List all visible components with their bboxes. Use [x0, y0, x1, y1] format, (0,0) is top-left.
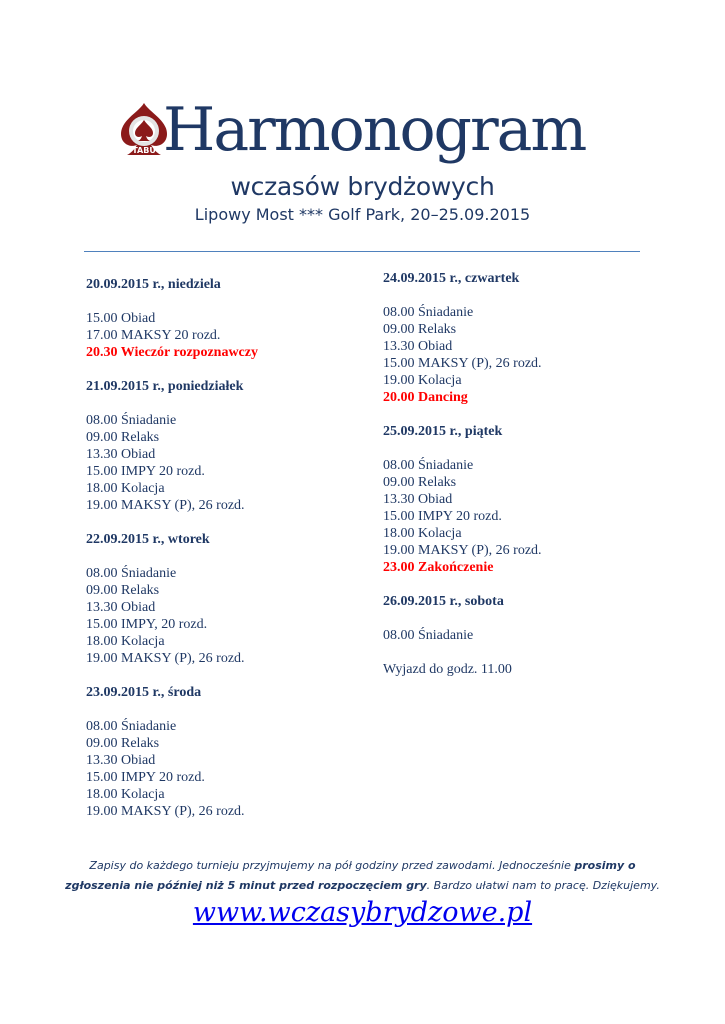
schedule-event-highlight: 20.00 Dancing [383, 390, 468, 405]
schedule-event: 09.00 Relaks [383, 475, 457, 490]
page-title: Harmonogram [163, 95, 586, 165]
schedule-event: 08.00 Śniadanie [86, 719, 177, 734]
schedule-event: 08.00 Śniadanie [383, 628, 474, 643]
schedule-event: 19.00 MAKSY (P), 26 rozd. [86, 651, 245, 666]
schedule-event: 15.00 MAKSY (P), 26 rozd. [383, 356, 542, 371]
schedule-event: 18.00 Kolacja [86, 481, 165, 496]
schedule-event: 18.00 Kolacja [86, 787, 165, 802]
day-heading: 25.09.2015 r., piątek [383, 424, 503, 439]
schedule-event: 08.00 Śniadanie [86, 413, 177, 428]
schedule-event: 09.00 Relaks [86, 736, 160, 751]
schedule-day [86, 684, 356, 820]
logo-text: TABU [132, 146, 156, 155]
schedule-event: 18.00 Kolacja [383, 526, 462, 541]
schedule-day [86, 276, 356, 361]
note-bold-2: zgłoszenia nie później niż 5 minut przed rozpoczęciem gry [65, 879, 427, 892]
event-location: Lipowy Most *** Golf Park, 20–25.09.2015 [194, 205, 531, 224]
schedule-day [86, 531, 356, 667]
schedule-event: 15.00 Obiad [86, 311, 156, 326]
schedule-day [383, 593, 683, 644]
note-text-1: Zapisy do każdego turnieju przyjmujemy na pół godziny przed zawodami. Jednocześnie [89, 859, 575, 872]
schedule-event: 19.00 MAKSY (P), 26 rozd. [86, 498, 245, 513]
note-text-2: . Bardzo ułatwi nam to pracę. Dziękujemy. [426, 879, 660, 892]
schedule-event-highlight: 23.00 Zakończenie [383, 560, 494, 575]
schedule-day [86, 378, 356, 514]
schedule-day [383, 270, 683, 406]
schedule-event: 18.00 Kolacja [86, 634, 165, 649]
schedule-event: 17.00 MAKSY 20 rozd. [86, 328, 221, 343]
website-link[interactable]: www.wczasybrydzowe.pl [192, 897, 533, 928]
schedule-event: 09.00 Relaks [86, 430, 160, 445]
schedule-event: 13.30 Obiad [86, 600, 156, 615]
schedule-event: 08.00 Śniadanie [383, 458, 474, 473]
schedule-event: 15.00 IMPY 20 rozd. [86, 464, 205, 479]
day-heading: 24.09.2015 r., czwartek [383, 271, 520, 286]
day-heading: 26.09.2015 r., sobota [383, 594, 504, 609]
day-heading: 22.09.2015 r., wtorek [86, 532, 210, 547]
schedule-event: 15.00 IMPY 20 rozd. [86, 770, 205, 785]
schedule-event: 13.30 Obiad [383, 339, 453, 354]
registration-note [0, 856, 725, 896]
schedule-event: 08.00 Śniadanie [86, 566, 177, 581]
schedule-event: 15.00 IMPY, 20 rozd. [86, 617, 208, 632]
day-heading: 21.09.2015 r., poniedziałek [86, 379, 244, 394]
schedule-event-highlight: 20.30 Wieczór rozpoznawczy [86, 345, 258, 360]
divider-line [84, 251, 640, 252]
schedule-event: 19.00 MAKSY (P), 26 rozd. [86, 804, 245, 819]
schedule-event: 08.00 Śniadanie [383, 305, 474, 320]
schedule-event: 19.00 Kolacja [383, 373, 462, 388]
page-subtitle: wczasów brydżowych [230, 172, 495, 201]
schedule-event: 13.30 Obiad [383, 492, 453, 507]
schedule-event: 13.30 Obiad [86, 447, 156, 462]
schedule-event: 13.30 Obiad [86, 753, 156, 768]
schedule-event: 09.00 Relaks [86, 583, 160, 598]
note-bold-1: prosimy o [574, 859, 636, 872]
day-heading: 23.09.2015 r., środa [86, 685, 202, 700]
schedule-event: 19.00 MAKSY (P), 26 rozd. [383, 543, 542, 558]
day-heading: 20.09.2015 r., niedziela [86, 277, 221, 292]
schedule-day [383, 423, 683, 576]
schedule-event: 09.00 Relaks [383, 322, 457, 337]
schedule-right-column [383, 270, 683, 678]
schedule-left-column [86, 276, 356, 837]
schedule-event: 15.00 IMPY 20 rozd. [383, 509, 502, 524]
departure-note: Wyjazd do godz. 11.00 [383, 662, 512, 677]
